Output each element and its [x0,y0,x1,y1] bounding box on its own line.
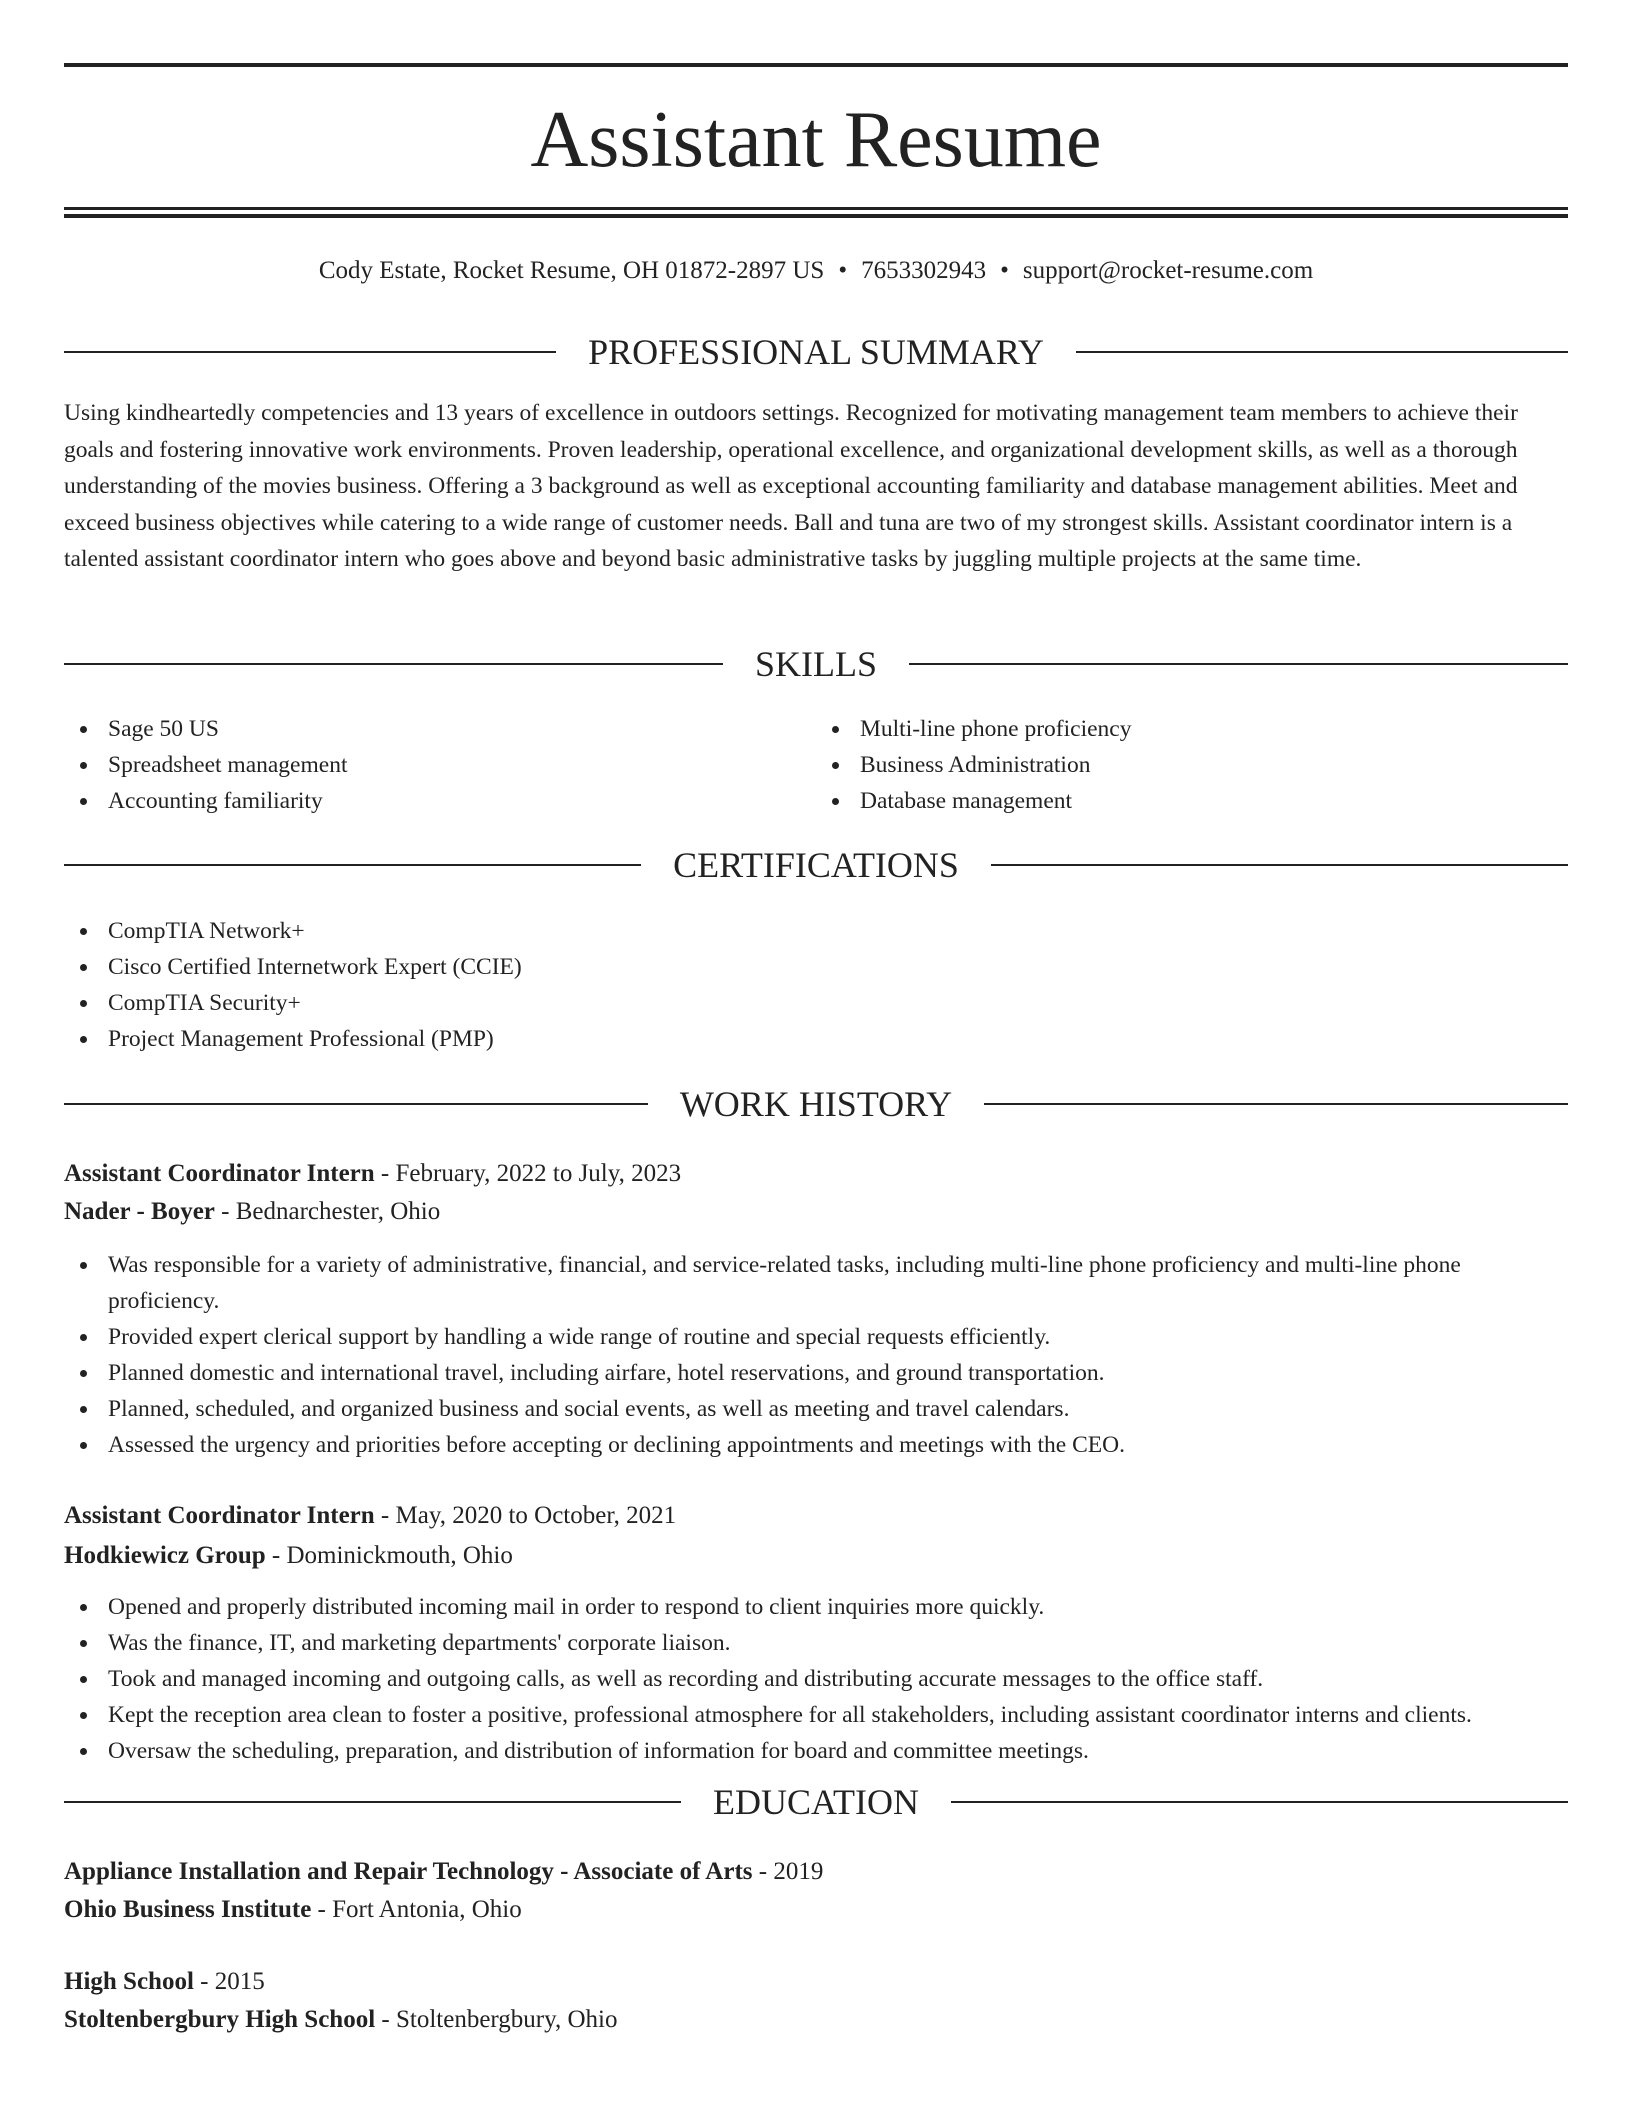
job-location: - Bednarchester, Ohio [214,1198,441,1225]
job-bullet: Assessed the urgency and priorities before accepting or declining appointments and meetings with the CEO. [64,1427,1568,1463]
education-degree-line [64,1963,1568,2001]
job-title: Assistant Coordinator Intern [64,1160,375,1187]
summary-heading: PROFESSIONAL SUMMARY [588,332,1044,372]
section-heading [64,843,1568,887]
job-dates: - February, 2022 to July, 2023 [374,1160,682,1187]
job-bullet: Opened and properly distributed incoming mail in order to respond to client inquiries more quickly. [64,1589,1568,1625]
education-location: - Stoltenbergbury, Ohio [375,2006,618,2033]
education-year: - 2019 [752,1858,824,1885]
education-degree: Appliance Installation and Repair Technology - Associate of Arts [64,1858,753,1885]
contact-email: support@rocket-resume.com [1022,257,1314,284]
job-dates: - May, 2020 to October, 2021 [374,1502,677,1529]
summary-text: Using kindheartedly competencies and 13 years of excellence in outdoors settings. Recognized for motivating management team members to achieve their goals and fostering innovative work environments. Proven leadership, operational excellence, and organizational development skills, as well as a thorough understanding of the movies business. Offering a 3 background as well as exceptional accounting familiarity and database management abilities. Meet and exceed business objectives while catering to a wide range of customer needs. Ball and tuna are two of my strongest skills. Assistant coordinator intern is a talented assistant coordinator intern who goes above and beyond basic administrative tasks by juggling multiple projects at the same time. [64,400,1518,572]
certifications-list [64,913,1568,1057]
job-company: Nader - Boyer [64,1198,215,1225]
certifications-section [64,843,1568,887]
education-section [64,1780,1568,1824]
certifications-heading: CERTIFICATIONS [673,845,959,885]
section-heading [64,1082,1568,1126]
summary-body [64,395,1568,578]
top-rule [64,63,1568,67]
education-entry [64,1853,1568,1929]
job-company-line [64,1193,1568,1231]
education-degree-line [64,1853,1568,1891]
skills-heading: SKILLS [755,644,878,684]
education-school-line [64,2001,1568,2039]
job-bullet: Provided expert clerical support by handling a wide range of routine and special requests efficiently. [64,1319,1568,1355]
contact-address: Cody Estate, Rocket Resume, OH 01872-2897 US [318,257,825,284]
job-title: Assistant Coordinator Intern [64,1502,375,1529]
job-bullet: Was the finance, IT, and marketing departments' corporate liaison. [64,1625,1568,1661]
section-heading [64,1780,1568,1824]
job-bullet: Planned, scheduled, and organized business and social events, as well as meeting and travel calendars. [64,1391,1568,1427]
education-heading: EDUCATION [713,1782,919,1822]
job-bullets [64,1247,1568,1463]
job-bullets [64,1589,1568,1769]
skill-item: Multi-line phone proficiency [816,711,1568,747]
education-school-line [64,1891,1568,1929]
education-entry [64,1963,1568,2039]
job-entry [64,1155,1568,1231]
contact-separator: • [1000,257,1009,284]
job-title-line [64,1496,1568,1536]
job-company-line [64,1536,1568,1576]
work-heading: WORK HISTORY [679,1084,953,1124]
contact-line [64,255,1568,287]
skill-item: Database management [816,783,1568,819]
certification-item: CompTIA Security+ [64,985,1568,1021]
education-school: Stoltenbergbury High School [64,2006,376,2033]
job-title-line [64,1155,1568,1193]
contact-separator: • [838,257,848,284]
skills-section [64,642,1568,686]
job-bullet: Planned domestic and international travel, including airfare, hotel reservations, and ground transportation. [64,1355,1568,1391]
job-bullet: Took and managed incoming and outgoing calls, as well as recording and distributing accurate messages to the office staff. [64,1661,1568,1697]
job-bullet: Kept the reception area clean to foster a positive, professional atmosphere for all stakeholders, including assistant coordinator interns and clients. [64,1697,1568,1733]
job-bullet: Oversaw the scheduling, preparation, and distribution of information for board and committee meetings. [64,1733,1568,1769]
skills-list [64,711,1568,819]
skill-item: Business Administration [816,747,1568,783]
skill-item: Accounting familiarity [64,783,816,819]
section-heading [64,642,1568,686]
certification-item: Project Management Professional (PMP) [64,1021,1568,1057]
certification-item: CompTIA Network+ [64,913,1568,949]
resume-title: Assistant Resume [530,96,1102,184]
job-company: Hodkiewicz Group [64,1542,266,1569]
summary-section [64,330,1568,374]
skill-item: Sage 50 US [64,711,816,747]
education-year: - 2015 [193,1968,265,1995]
job-entry [64,1496,1568,1576]
title-double-rule [64,207,1568,219]
work-section [64,1082,1568,1126]
education-degree: High School [64,1968,194,1995]
section-heading [64,330,1568,374]
education-location: - Fort Antonia, Ohio [311,1896,522,1923]
education-school: Ohio Business Institute [64,1896,312,1923]
contact-phone: 7653302943 [861,257,987,284]
certification-item: Cisco Certified Internetwork Expert (CCIE) [64,949,1568,985]
job-location: - Dominickmouth, Ohio [265,1542,513,1569]
job-bullet: Was responsible for a variety of administrative, financial, and service-related tasks, including multi-line phone proficiency and multi-line phone proficiency. [64,1247,1568,1319]
skill-item: Spreadsheet management [64,747,816,783]
